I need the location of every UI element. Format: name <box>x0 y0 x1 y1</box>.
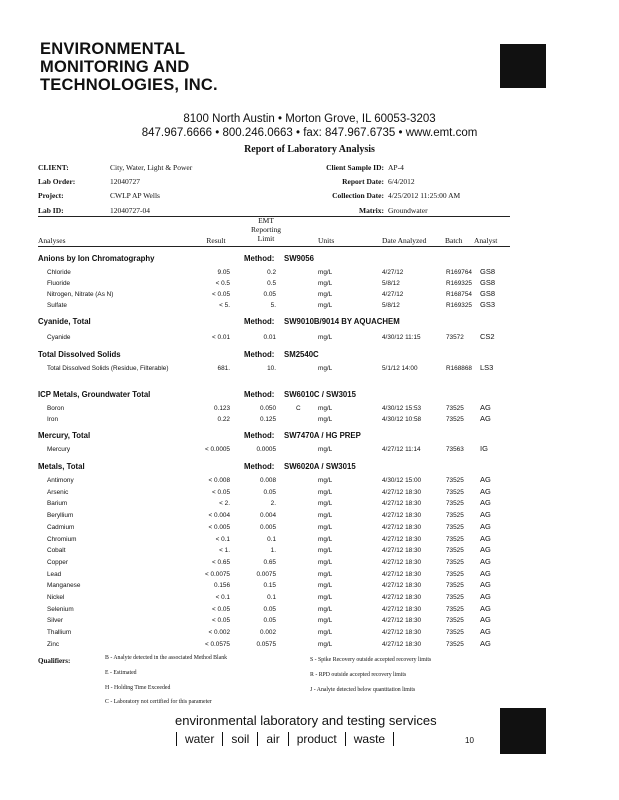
cell-units: mg/L <box>318 269 333 276</box>
cell-analyte: Boron <box>47 405 65 412</box>
col-reporting: Reporting <box>251 225 281 234</box>
cell-units: mg/L <box>318 477 333 484</box>
table-row <box>0 446 619 456</box>
cell-analyst: AG <box>480 627 491 637</box>
section-title: ICP Metals, Groundwater Total <box>38 390 151 399</box>
client-sample-value: AP-4 <box>388 163 404 172</box>
cell-date-analyzed: 4/27/12 18:30 <box>382 500 422 508</box>
cell-units: mg/L <box>318 302 333 309</box>
cell-batch: 73525 <box>446 605 464 613</box>
section-method: SM2540C <box>284 350 319 359</box>
section-title: Metals, Total <box>38 462 85 471</box>
cell-analyte: Fluoride <box>47 280 71 287</box>
section-title: Cyanide, Total <box>38 317 91 326</box>
cell-date-analyzed: 4/27/12 <box>382 291 404 298</box>
table-row <box>0 617 619 627</box>
cell-analyte: Arsenic <box>47 488 69 496</box>
cell-batch: 73525 <box>446 558 464 566</box>
cell-analyte: Cadmium <box>47 523 75 531</box>
section-method: SW6010C / SW3015 <box>284 390 356 399</box>
cell-units: mg/L <box>318 523 333 531</box>
cell-units: mg/L <box>318 594 333 601</box>
cell-analyte: Thallium <box>47 629 72 637</box>
cell-date-analyzed: 4/27/12 18:30 <box>382 547 422 555</box>
cell-analyte: Selenium <box>47 605 74 613</box>
cell-date-analyzed: 4/30/12 15:53 <box>382 405 422 412</box>
cell-analyte: Manganese <box>47 582 81 590</box>
matrix-value: Groundwater <box>388 206 428 215</box>
col-date-analyzed: Date Analyzed <box>382 236 427 245</box>
cell-analyst: AG <box>480 580 491 590</box>
cell-units: mg/L <box>318 558 333 566</box>
service-soil: soil <box>222 732 257 746</box>
cell-analyst: AG <box>480 486 491 496</box>
company-contact: 847.967.6666 • 800.246.0663 • fax: 847.967.6735 • www.emt.com <box>141 127 478 139</box>
cell-qualifier: C <box>296 405 301 412</box>
table-row <box>0 269 619 279</box>
cell-date-analyzed: 4/27/12 18:30 <box>382 512 422 520</box>
section-method-label: Method: <box>244 317 275 326</box>
cell-date-analyzed: 4/27/12 18:30 <box>382 523 422 531</box>
service-waste: waste <box>345 732 394 746</box>
cell-batch: R168754 <box>446 291 472 298</box>
section-method: SW6020A / SW3015 <box>284 462 356 471</box>
company-name-line1: ENVIRONMENTAL <box>40 40 186 58</box>
cell-date-analyzed: 4/30/12 10:58 <box>382 416 422 423</box>
service-product: product <box>288 732 345 746</box>
cell-date-analyzed: 4/27/12 18:30 <box>382 605 422 613</box>
cell-result: 0.123 <box>214 405 230 412</box>
cell-analyte: Copper <box>47 558 68 566</box>
cell-date-analyzed: 4/27/12 18:30 <box>382 640 422 648</box>
cell-analyst: AG <box>480 498 491 508</box>
qualifier-r: R - RPD outside accepted recovery limits <box>310 672 407 678</box>
cell-reporting-limit: 0.008 <box>260 477 276 484</box>
qualifier-c: C - Laboratory not certified for this parameter <box>105 699 212 705</box>
footer-tagline: environmental laboratory and testing services <box>175 713 437 728</box>
table-row <box>0 582 619 592</box>
cell-reporting-limit: 0.05 <box>263 617 276 625</box>
col-analyses: Analyses <box>38 236 66 245</box>
table-row <box>0 556 619 569</box>
section-method: SW9056 <box>284 254 314 263</box>
col-batch: Batch <box>445 236 463 245</box>
cell-date-analyzed: 4/27/12 18:30 <box>382 594 422 601</box>
cell-batch: 73525 <box>446 640 464 648</box>
cell-units: mg/L <box>318 291 333 298</box>
cell-reporting-limit: 5. <box>270 302 276 309</box>
table-row <box>0 512 619 522</box>
table-row <box>0 280 619 290</box>
qualifier-j: J - Analyte detected below quantitation limits <box>310 687 416 693</box>
service-air: air <box>257 732 287 746</box>
cell-batch: 73525 <box>446 617 464 625</box>
section-title: Total Dissolved Solids <box>38 350 121 359</box>
collection-date-value: 4/25/2012 11:25:00 AM <box>388 191 461 200</box>
cell-result: < 0.002 <box>208 629 230 637</box>
cell-analyte: Cobalt <box>47 547 66 555</box>
report-date-value: 6/4/2012 <box>388 177 415 186</box>
lab-id-value: 12040727-04 <box>110 206 150 215</box>
cell-units: mg/L <box>318 405 333 412</box>
qualifier-b: B - Analyte detected in the associated Method Blank <box>105 655 228 661</box>
section-method-label: Method: <box>244 350 275 359</box>
table-row <box>0 629 619 639</box>
cell-reporting-limit: 2. <box>270 500 276 508</box>
cell-reporting-limit: 0.005 <box>260 523 276 531</box>
cell-analyst: AG <box>480 403 491 412</box>
report-title: Report of Laboratory Analysis <box>244 144 375 155</box>
cell-units: mg/L <box>318 535 333 543</box>
qualifier-e: E - Estimated <box>105 670 137 676</box>
table-row <box>0 521 619 534</box>
cell-analyst: IG <box>480 444 488 453</box>
cell-batch: 73525 <box>446 629 464 637</box>
cell-batch: 73525 <box>446 582 464 590</box>
cell-analyte: Nitrogen, Nitrate (As N) <box>47 291 114 298</box>
cell-analyte: Mercury <box>47 446 71 453</box>
cell-analyst: LS3 <box>480 363 494 372</box>
cell-analyte: Sulfate <box>47 302 67 309</box>
cell-units: mg/L <box>318 570 333 578</box>
cell-result: < 0.1 <box>215 535 230 543</box>
cell-result: 0.156 <box>214 582 230 590</box>
company-address: 8100 North Austin • Morton Grove, IL 60053-3203 <box>183 113 436 125</box>
cell-reporting-limit: 0.01 <box>263 334 276 341</box>
cell-date-analyzed: 5/8/12 <box>382 302 400 309</box>
table-row <box>0 594 619 604</box>
cell-analyst: AG <box>480 521 491 531</box>
cell-result: < 5. <box>219 302 230 309</box>
table-row <box>0 291 619 301</box>
cell-result: < 0.0575 <box>204 640 230 648</box>
cell-date-analyzed: 4/27/12 18:30 <box>382 582 422 590</box>
footer-services <box>176 732 394 746</box>
table-row <box>0 416 619 426</box>
cell-result: < 0.65 <box>212 558 230 566</box>
col-analyst: Analyst <box>474 236 498 245</box>
section-method-label: Method: <box>244 431 275 440</box>
cell-reporting-limit: 0.65 <box>263 558 276 566</box>
cell-units: mg/L <box>318 365 333 372</box>
client-label: CLIENT: <box>38 163 69 172</box>
cell-reporting-limit: 0.1 <box>267 535 276 543</box>
cell-result: 681. <box>217 365 230 372</box>
company-name-line3: TECHNOLOGIES, INC. <box>40 76 218 94</box>
cell-analyte: Silver <box>47 617 63 625</box>
cell-date-analyzed: 4/27/12 18:30 <box>382 617 422 625</box>
cell-reporting-limit: 0.05 <box>263 488 276 496</box>
lab-order-label: Lab Order: <box>38 177 76 186</box>
col-units: Units <box>318 236 335 245</box>
cell-analyst: GS3 <box>480 300 496 309</box>
cell-reporting-limit: 0.0575 <box>256 640 276 648</box>
section-method-label: Method: <box>244 254 275 263</box>
service-water: water <box>176 732 222 746</box>
cell-batch: 73525 <box>446 500 464 508</box>
cell-batch: 73525 <box>446 488 464 496</box>
cell-result: < 0.05 <box>212 617 230 625</box>
cell-units: mg/L <box>318 446 333 453</box>
cell-batch: 73525 <box>446 535 464 543</box>
cell-date-analyzed: 4/27/12 18:30 <box>382 558 422 566</box>
section-title: Anions by Ion Chromatography <box>38 254 155 263</box>
project-value: CWLP AP Wells <box>110 191 160 200</box>
cell-batch: 73525 <box>446 512 464 520</box>
cell-date-analyzed: 5/8/12 <box>382 280 400 287</box>
cell-analyte: Cyanide <box>47 334 71 341</box>
cell-units: mg/L <box>318 582 333 590</box>
section-method: SW7470A / HG PREP <box>284 431 361 440</box>
collection-date-label: Collection Date: <box>332 191 384 200</box>
cell-batch: R168868 <box>446 365 472 372</box>
cell-analyst: AG <box>480 638 491 648</box>
cell-analyst: AG <box>480 510 491 520</box>
cell-analyst: AG <box>480 533 491 543</box>
cell-analyst: AG <box>480 615 491 625</box>
cell-result: < 2. <box>219 500 230 508</box>
cell-units: mg/L <box>318 617 333 625</box>
cell-reporting-limit: 0.5 <box>267 280 276 287</box>
cell-result: < 0.01 <box>212 334 230 341</box>
table-row <box>0 533 619 546</box>
cell-reporting-limit: 0.0005 <box>256 446 276 453</box>
cell-analyst: AG <box>480 475 491 484</box>
cell-batch: R169325 <box>446 302 472 309</box>
cell-analyst: GS8 <box>480 267 496 276</box>
table-row <box>0 638 619 651</box>
cell-analyte: Total Dissolved Solids (Residue, Filterable) <box>47 365 169 372</box>
cell-date-analyzed: 4/27/12 18:30 <box>382 535 422 543</box>
cell-date-analyzed: 4/30/12 15:00 <box>382 477 422 484</box>
cell-units: mg/L <box>318 605 333 613</box>
cell-batch: 73525 <box>446 547 464 555</box>
footer-logo-block <box>500 708 546 754</box>
cell-reporting-limit: 0.125 <box>260 416 276 423</box>
table-row <box>0 486 619 499</box>
cell-units: mg/L <box>318 547 333 555</box>
table-row <box>0 405 619 415</box>
section-title: Mercury, Total <box>38 431 91 440</box>
cell-units: mg/L <box>318 416 333 423</box>
cell-date-analyzed: 4/30/12 11:15 <box>382 334 421 341</box>
cell-date-analyzed: 5/1/12 14:00 <box>382 365 418 372</box>
cell-analyte: Chloride <box>47 269 71 276</box>
cell-result: < 0.0005 <box>204 446 230 453</box>
cell-result: < 0.05 <box>212 488 230 496</box>
table-row <box>0 568 619 581</box>
client-value: City, Water, Light & Power <box>110 163 193 172</box>
table-row <box>0 365 619 375</box>
cell-units: mg/L <box>318 640 333 648</box>
report-date-label: Report Date: <box>342 177 384 186</box>
cell-batch: 73563 <box>446 446 464 453</box>
cell-date-analyzed: 4/27/12 18:30 <box>382 488 422 496</box>
cell-result: < 0.05 <box>212 605 230 613</box>
table-row <box>0 603 619 616</box>
matrix-label: Matrix: <box>359 206 384 215</box>
table-row <box>0 500 619 510</box>
cell-reporting-limit: 0.0075 <box>256 570 276 578</box>
table-row <box>0 334 619 344</box>
cell-analyte: Barium <box>47 500 68 508</box>
cell-analyst: GS8 <box>480 278 496 287</box>
col-result: Result <box>206 236 226 245</box>
cell-date-analyzed: 4/27/12 11:14 <box>382 446 421 453</box>
qualifiers-label: Qualifiers: <box>38 657 71 665</box>
cell-batch: R169764 <box>446 269 472 276</box>
cell-analyst: AG <box>480 556 491 566</box>
cell-analyte: Iron <box>47 416 59 423</box>
table-row <box>0 547 619 557</box>
cell-reporting-limit: 10. <box>267 365 276 372</box>
project-label: Project: <box>38 191 64 200</box>
section-method-label: Method: <box>244 462 275 471</box>
col-emt: EMT <box>258 216 274 225</box>
cell-analyte: Beryllium <box>47 512 74 520</box>
cell-batch: 73525 <box>446 594 464 601</box>
cell-analyst: AG <box>480 414 491 423</box>
cell-date-analyzed: 4/27/12 <box>382 269 404 276</box>
cell-result: < 0.0075 <box>204 570 230 578</box>
cell-result: < 0.05 <box>212 291 230 298</box>
qualifier-h: H - Holding Time Exceeded <box>105 685 171 691</box>
cell-units: mg/L <box>318 512 333 520</box>
table-row <box>0 477 619 487</box>
section-method: SW9010B/9014 BY AQUACHEM <box>284 317 400 326</box>
cell-analyst: CS2 <box>480 332 495 341</box>
cell-batch: 73525 <box>446 523 464 531</box>
cell-reporting-limit: 0.05 <box>263 291 276 298</box>
company-name-line2: MONITORING AND <box>40 58 190 76</box>
cell-analyst: AG <box>480 592 491 601</box>
table-row <box>0 302 619 312</box>
cell-reporting-limit: 0.002 <box>260 629 276 637</box>
cell-result: 0.22 <box>217 416 230 423</box>
cell-analyte: Chromium <box>47 535 77 543</box>
cell-reporting-limit: 0.004 <box>260 512 276 520</box>
lab-order-value: 12040727 <box>110 177 140 186</box>
cell-analyst: AG <box>480 568 491 578</box>
cell-batch: 73572 <box>446 334 464 341</box>
col-limit: Limit <box>257 234 275 243</box>
cell-result: < 0.5 <box>215 280 230 287</box>
cell-result: < 0.004 <box>208 512 230 520</box>
cell-units: mg/L <box>318 488 333 496</box>
cell-date-analyzed: 4/27/12 18:30 <box>382 570 422 578</box>
cell-reporting-limit: 0.050 <box>260 405 276 412</box>
lab-id-label: Lab ID: <box>38 206 64 215</box>
cell-batch: 73525 <box>446 570 464 578</box>
page-number: 10 <box>465 736 474 745</box>
cell-batch: R169325 <box>446 280 472 287</box>
cell-result: 9.05 <box>217 269 230 276</box>
cell-date-analyzed: 4/27/12 18:30 <box>382 629 422 637</box>
cell-reporting-limit: 0.1 <box>267 594 276 601</box>
cell-reporting-limit: 0.05 <box>263 605 276 613</box>
cell-analyte: Lead <box>47 570 62 578</box>
cell-batch: 73525 <box>446 416 464 423</box>
cell-units: mg/L <box>318 629 333 637</box>
cell-analyst: AG <box>480 545 491 555</box>
qualifier-s: S - Spike Recovery outside accepted recovery limits <box>310 657 432 663</box>
cell-result: < 0.1 <box>215 594 230 601</box>
cell-units: mg/L <box>318 334 333 341</box>
client-sample-label: Client Sample ID: <box>326 163 384 172</box>
cell-reporting-limit: 0.15 <box>263 582 276 590</box>
cell-analyst: GS8 <box>480 289 496 298</box>
cell-result: < 0.005 <box>208 523 230 531</box>
cell-reporting-limit: 0.2 <box>267 269 276 276</box>
cell-units: mg/L <box>318 280 333 287</box>
cell-analyte: Zinc <box>47 640 60 648</box>
section-method-label: Method: <box>244 390 275 399</box>
cell-reporting-limit: 1. <box>270 547 276 555</box>
cell-batch: 73525 <box>446 477 464 484</box>
cell-analyte: Nickel <box>47 594 65 601</box>
cell-analyst: AG <box>480 603 491 613</box>
cell-result: < 0.008 <box>208 477 230 484</box>
cell-batch: 73525 <box>446 405 464 412</box>
cell-result: < 1. <box>219 547 230 555</box>
cell-analyte: Antimony <box>47 477 74 484</box>
cell-units: mg/L <box>318 500 333 508</box>
